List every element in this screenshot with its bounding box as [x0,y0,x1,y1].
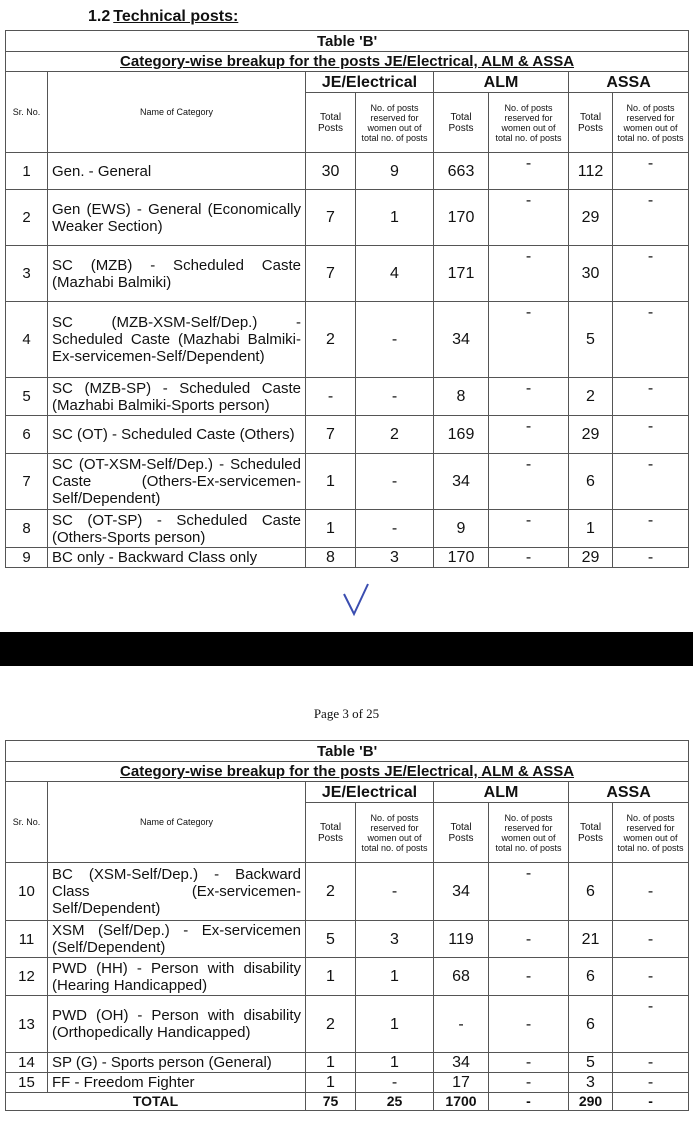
assa-cell: 6 [569,863,613,921]
assa-women-cell: - [613,863,689,921]
alm-cell: 119 [434,921,489,958]
page-number: Page 3 of 25 [313,706,380,721]
je-cell: 8 [306,548,356,568]
sr-no: 7 [6,454,48,510]
table-row [6,246,689,302]
women-posts-header: No. of posts reserved for women out of total no. of posts [356,803,434,863]
table-subtitle: Category-wise breakup for the posts JE/Electrical, ALM & ASSA [6,762,689,782]
sr-no: 14 [6,1053,48,1073]
assa-women-cell: - [613,454,689,510]
alm-women-cell: - [489,378,569,416]
assa-women-cell: - [613,416,689,454]
group-header: JE/Electrical [306,72,434,93]
alm-cell: 34 [434,454,489,510]
total-alm-women: - [489,1093,569,1111]
je-women-cell: 1 [356,1053,434,1073]
table-row [6,302,689,378]
total-je-women: 25 [356,1093,434,1111]
assa-women-cell: - [613,378,689,416]
group-header: ASSA [569,782,689,803]
category-name: SC (OT-SP) - Scheduled Caste (Others-Sports person) [48,510,306,548]
category-name: SC (OT-XSM-Self/Dep.) - Scheduled Caste (Others-Ex-servicemen-Self/Dependent) [48,454,306,510]
section-heading [88,8,238,26]
group-header: ASSA [569,72,689,93]
alm-cell: 34 [434,1053,489,1073]
alm-women-cell: - [489,548,569,568]
assa-cell: 5 [569,302,613,378]
alm-cell: 663 [434,153,489,190]
alm-women-cell: - [489,302,569,378]
alm-cell: 17 [434,1073,489,1093]
je-women-cell: - [356,1073,434,1093]
table-row [6,454,689,510]
total-je: 75 [306,1093,356,1111]
alm-cell: 34 [434,863,489,921]
sr-no: 2 [6,190,48,246]
je-cell: - [306,378,356,416]
alm-women-cell: - [489,153,569,190]
title-row [6,31,689,52]
category-name-header: Name of Category [48,72,306,153]
assa-cell: 112 [569,153,613,190]
sr-no: 11 [6,921,48,958]
category-name: PWD (OH) - Person with disability (Orthopedically Handicapped) [48,996,306,1053]
table-row [6,378,689,416]
je-women-cell: - [356,510,434,548]
sr-no: 12 [6,958,48,996]
je-women-cell: - [356,454,434,510]
section-title: Technical posts: [113,8,239,25]
subtitle-row [6,52,689,72]
je-women-cell: 1 [356,190,434,246]
category-name: Gen. - General [48,153,306,190]
sr-no-header: Sr. No. [6,72,48,153]
je-women-cell: - [356,863,434,921]
total-posts-header: Total Posts [569,803,613,863]
category-name: Gen (EWS) - General (Economically Weaker Section) [48,190,306,246]
table-row [6,921,689,958]
alm-cell: 169 [434,416,489,454]
category-name: SP (G) - Sports person (General) [48,1053,306,1073]
table-row [6,153,689,190]
alm-cell: 68 [434,958,489,996]
group-header: JE/Electrical [306,782,434,803]
sr-no: 8 [6,510,48,548]
je-women-cell: 1 [356,996,434,1053]
total-assa: 290 [569,1093,613,1111]
assa-women-cell: - [613,996,689,1053]
category-name: SC (MZB-XSM-Self/Dep.) - Scheduled Caste (Mazhabi Balmiki-Ex-servicemen-Self/Dependent) [48,302,306,378]
table-title: Table 'B' [6,741,689,762]
group-header: ALM [434,782,569,803]
women-posts-header: No. of posts reserved for women out of total no. of posts [489,93,569,153]
category-table-page-1 [5,30,689,568]
alm-women-cell: - [489,1073,569,1093]
sr-no: 6 [6,416,48,454]
alm-cell: 9 [434,510,489,548]
assa-women-cell: - [613,246,689,302]
category-name: XSM (Self/Dep.) - Ex-servicemen (Self/Dependent) [48,921,306,958]
women-posts-header: No. of posts reserved for women out of total no. of posts [489,803,569,863]
je-cell: 1 [306,1073,356,1093]
assa-women-cell: - [613,548,689,568]
je-women-cell: - [356,378,434,416]
total-posts-header: Total Posts [569,93,613,153]
assa-cell: 5 [569,1053,613,1073]
je-cell: 1 [306,454,356,510]
assa-women-cell: - [613,302,689,378]
je-cell: 2 [306,863,356,921]
je-cell: 1 [306,958,356,996]
alm-women-cell: - [489,454,569,510]
total-posts-header: Total Posts [434,803,489,863]
assa-cell: 29 [569,416,613,454]
je-women-cell: 9 [356,153,434,190]
table-row [6,548,689,568]
table-row [6,416,689,454]
assa-cell: 3 [569,1073,613,1093]
alm-women-cell: - [489,921,569,958]
alm-women-cell: - [489,863,569,921]
table-subtitle: Category-wise breakup for the posts JE/Electrical, ALM & ASSA [6,52,689,72]
category-name: BC only - Backward Class only [48,548,306,568]
assa-women-cell: - [613,1073,689,1093]
category-name-header: Name of Category [48,782,306,863]
sr-no: 9 [6,548,48,568]
je-cell: 5 [306,921,356,958]
total-posts-header: Total Posts [434,93,489,153]
assa-cell: 2 [569,378,613,416]
je-women-cell: 3 [356,548,434,568]
je-women-cell: 1 [356,958,434,996]
title-row [6,741,689,762]
total-alm: 1700 [434,1093,489,1111]
je-women-cell: 2 [356,416,434,454]
alm-women-cell: - [489,996,569,1053]
total-assa-women: - [613,1093,689,1111]
alm-cell: - [434,996,489,1053]
je-cell: 1 [306,510,356,548]
alm-cell: 8 [434,378,489,416]
category-name: BC (XSM-Self/Dep.) - Backward Class (Ex-servicemen-Self/Dependent) [48,863,306,921]
assa-women-cell: - [613,921,689,958]
women-posts-header: No. of posts reserved for women out of total no. of posts [356,93,434,153]
group-header-row [6,782,689,803]
alm-women-cell: - [489,510,569,548]
assa-cell: 6 [569,996,613,1053]
total-posts-header: Total Posts [306,803,356,863]
alm-women-cell: - [489,958,569,996]
category-name: SC (MZB-SP) - Scheduled Caste (Mazhabi Balmiki-Sports person) [48,378,306,416]
sr-no: 15 [6,1073,48,1093]
je-women-cell: - [356,302,434,378]
category-name: SC (OT) - Scheduled Caste (Others) [48,416,306,454]
section-number: 1.2 [88,8,111,25]
women-posts-header: No. of posts reserved for women out of total no. of posts [613,803,689,863]
subtitle-row [6,762,689,782]
assa-cell: 1 [569,510,613,548]
table-title: Table 'B' [6,31,689,52]
category-table-page-2 [5,740,689,1111]
sr-no: 1 [6,153,48,190]
category-name: SC (MZB) - Scheduled Caste (Mazhabi Balmiki) [48,246,306,302]
sr-no-header: Sr. No. [6,782,48,863]
table-row [6,863,689,921]
table-row [6,510,689,548]
group-header-row [6,72,689,93]
table-row [6,958,689,996]
handwritten-tick-mark [338,582,378,618]
assa-cell: 6 [569,454,613,510]
assa-cell: 6 [569,958,613,996]
assa-women-cell: - [613,153,689,190]
je-cell: 7 [306,246,356,302]
assa-women-cell: - [613,958,689,996]
assa-cell: 29 [569,190,613,246]
je-cell: 30 [306,153,356,190]
je-women-cell: 3 [356,921,434,958]
alm-women-cell: - [489,1053,569,1073]
sr-no: 3 [6,246,48,302]
table-row [6,1073,689,1093]
page-break-band [0,632,693,666]
alm-women-cell: - [489,246,569,302]
assa-cell: 30 [569,246,613,302]
alm-cell: 171 [434,246,489,302]
assa-women-cell: - [613,1053,689,1073]
total-row [6,1093,689,1111]
sr-no: 10 [6,863,48,921]
alm-cell: 34 [434,302,489,378]
group-header: ALM [434,72,569,93]
table-row [6,1053,689,1073]
sr-no: 13 [6,996,48,1053]
table-row [6,996,689,1053]
category-name: PWD (HH) - Person with disability (Hearing Handicapped) [48,958,306,996]
total-posts-header: Total Posts [306,93,356,153]
je-cell: 2 [306,302,356,378]
total-label: TOTAL [6,1093,306,1111]
alm-cell: 170 [434,190,489,246]
assa-cell: 29 [569,548,613,568]
women-posts-header: No. of posts reserved for women out of total no. of posts [613,93,689,153]
je-women-cell: 4 [356,246,434,302]
je-cell: 1 [306,1053,356,1073]
assa-cell: 21 [569,921,613,958]
assa-women-cell: - [613,190,689,246]
alm-cell: 170 [434,548,489,568]
je-cell: 7 [306,416,356,454]
alm-women-cell: - [489,190,569,246]
sr-no: 5 [6,378,48,416]
alm-women-cell: - [489,416,569,454]
table-row [6,190,689,246]
je-cell: 2 [306,996,356,1053]
category-name: FF - Freedom Fighter [48,1073,306,1093]
je-cell: 7 [306,190,356,246]
assa-women-cell: - [613,510,689,548]
sr-no: 4 [6,302,48,378]
